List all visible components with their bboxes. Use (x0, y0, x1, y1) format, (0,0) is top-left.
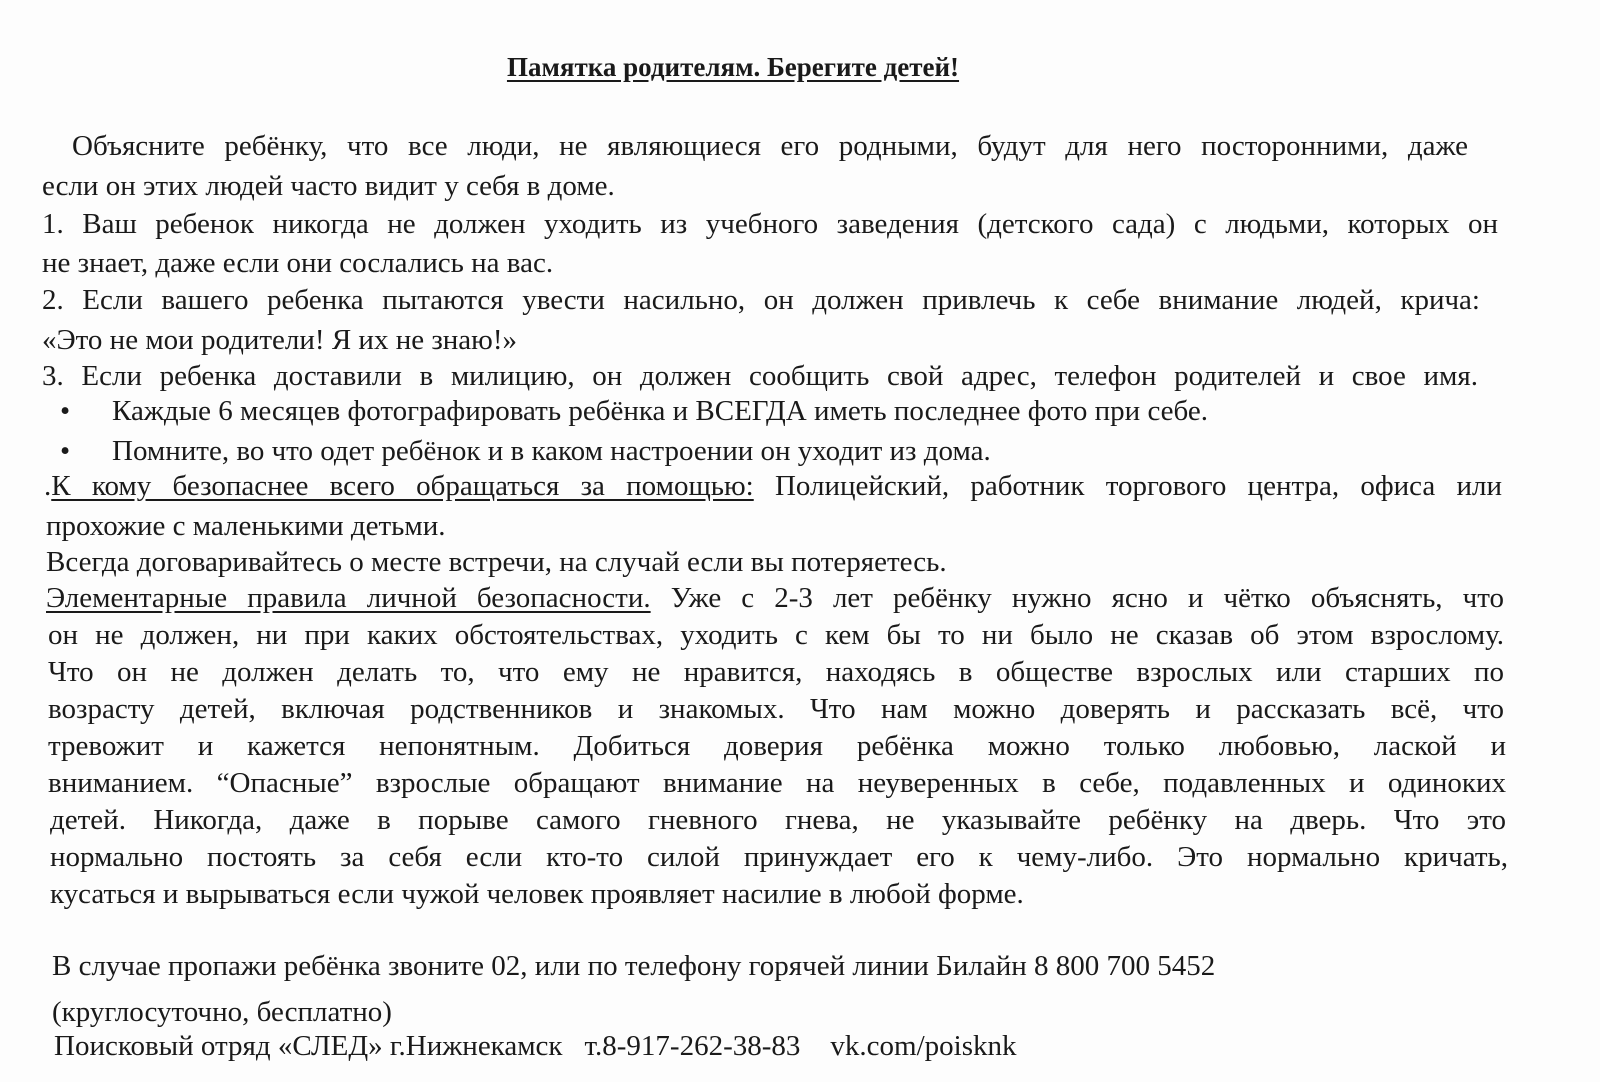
bullet-text: Каждые 6 месяцев фотографировать ребёнка и ВСЕГДА иметь последнее фото при себе. (112, 395, 1209, 427)
bullet-text: Помните, во что одет ребёнок и в каком настроении он уходит из дома. (112, 435, 991, 467)
who-to-ask-line (44, 468, 1502, 504)
rule-2-line-2: «Это не мои родители! Я их не знаю!» (42, 324, 518, 356)
who-to-ask-text: Полицейский, работник торгового центра, офиса или (753, 470, 1502, 502)
who-to-ask-heading: К кому безопаснее всего обращаться за помощью: (51, 470, 754, 502)
org-line (54, 1028, 1017, 1064)
bullet-item (60, 433, 991, 469)
rules-line: вниманием. “Опасные” взрослые обращают внимание на неуверенных в себе, подавленных и одиноких (48, 767, 1506, 799)
rules-line: кусаться и вырываться если чужой человек проявляет насилие в любой форме. (50, 878, 1024, 910)
bullet-icon: • (60, 395, 71, 427)
rules-line: возрасту детей, включая родственников и знакомых. Что нам можно доверять и рассказать всё, что (48, 693, 1504, 725)
rules-line: Что он не должен делать то, что ему не нравится, находясь в обществе взрослых или старших по (48, 656, 1504, 688)
rule-1-line-1: 1. Ваш ребенок никогда не должен уходить из учебного заведения (детского сада) с людьми, которых он (42, 208, 1498, 240)
hotline-text: В случае пропажи ребёнка звоните 02, или по телефону горячей линии Билайн 8 800 700 5452 (52, 950, 1216, 982)
rules-text: Уже с 2-3 лет ребёнку нужно ясно и чётко объяснять, что (650, 582, 1505, 614)
rules-line: тревожит и кажется непонятным. Добиться доверия ребёнка можно только любовью, лаской и (48, 730, 1506, 762)
rules-heading: Элементарные правила личной безопасности. (46, 582, 651, 614)
document-title: Памятка родителям. Берегите детей! (506, 52, 960, 82)
org-phone: т.8-917-262-38-83 (584, 1030, 801, 1062)
org-name: Поисковый отряд «СЛЕД» г.Нижнекамск (54, 1030, 563, 1062)
rules-first-line (46, 580, 1504, 616)
intro-line-1: Объясните ребёнку, что все люди, не являющиеся его родными, будут для него посторонними, даже (72, 130, 1468, 162)
who-to-ask-cont: прохожие с маленькими детьми. (46, 510, 446, 542)
org-link[interactable]: vk.com/poisknk (830, 1030, 1017, 1062)
rules-line: детей. Никогда, даже в порыве самого гневного гнева, не указывайте ребёнку на дверь. Что это (50, 804, 1506, 836)
rules-line: нормально постоять за себя если кто-то силой принуждает его к чему-либо. Это нормально кричать, (50, 841, 1508, 873)
rules-line: он не должен, ни при каких обстоятельствах, уходить с кем бы то ни было не сказав об этом взрослому. (48, 619, 1504, 651)
intro-line-2: если он этих людей часто видит у себя в доме. (42, 170, 615, 202)
hotline-hours: (круглосуточно, бесплатно) (52, 996, 392, 1028)
rule-3: 3. Если ребенка доставили в милицию, он должен сообщить свой адрес, телефон родителей и свое имя. (42, 360, 1478, 392)
bullet-item (60, 393, 1208, 429)
rule-2-line-1: 2. Если вашего ребенка пытаются увести насильно, он должен привлечь к себе внимание людей, крича: (42, 284, 1480, 316)
bullet-icon: • (60, 435, 71, 467)
meeting-advice: Всегда договаривайтесь о месте встречи, на случай если вы потеряетесь. (46, 546, 947, 578)
dot-prefix: . (44, 470, 52, 502)
rule-1-line-2: не знает, даже если они сослались на вас. (42, 247, 554, 279)
